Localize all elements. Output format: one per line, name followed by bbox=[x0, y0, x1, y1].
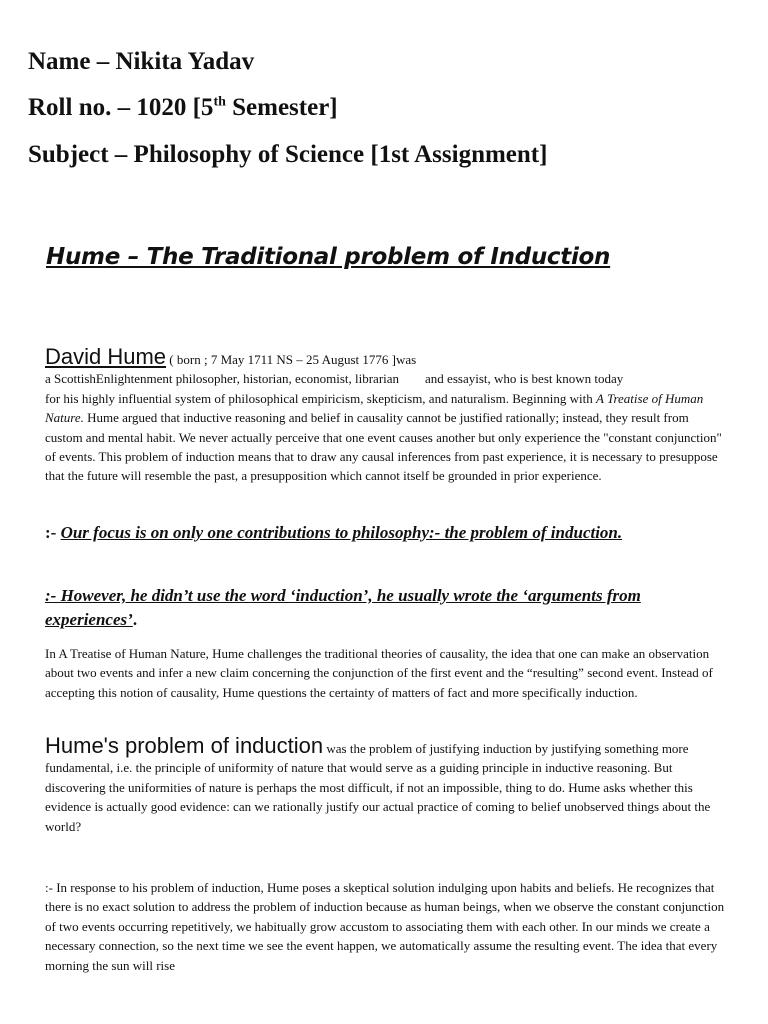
response-paragraph: :- In response to his problem of induction, Hume poses a skeptical solution indulging upon habits and beliefs. He recognizes that there is no exact solution to address the problem of induction because as human beings, when we observe the constant conjunction of two events occurring repetitively, we habitually grow accustom to associating them with each other. In our minds we create a necessary connection, so the next time we see the event happen, we automatically assume the resulting event. The idea that every morning the sun will rise bbox=[45, 880, 725, 973]
roll-number-text: Roll no. – 1020 [5 bbox=[28, 94, 214, 121]
focus-statement bbox=[45, 521, 725, 545]
roll-number-superscript: th bbox=[213, 94, 226, 110]
intro-dates: ( born ; 7 May 1711 NS – 25 August 1776 ]was bbox=[166, 352, 417, 367]
however-text: :- However, he didn’t use the word ‘induction’, he usually wrote the ‘arguments from experiences’ bbox=[45, 586, 641, 629]
intro-text-b: Hume argued that inductive reasoning and belief in causality cannot be justified rationally; instead, they result from custom and mental habit. We never actually perceive that one event causes another but only experience the "constant conjunction" of events. This problem of induction means that to draw any causal inferences from past experience, it is necessary to presuppose that the future will resemble the past, a presupposition which cannot itself be grounded in prior experience. bbox=[45, 410, 722, 484]
however-statement bbox=[45, 584, 725, 632]
david-hume-heading: David Hume bbox=[45, 344, 167, 369]
subject-line: Subject – Philosophy of Science [1st Assignment] bbox=[28, 141, 548, 168]
however-end: . bbox=[132, 610, 138, 629]
intro-italic-title: A Treatise of Human Nature. bbox=[45, 390, 704, 426]
roll-number-suffix: Semester] bbox=[225, 94, 338, 121]
student-name: Name – Nikita Yadav bbox=[28, 48, 255, 75]
focus-text: Our focus is on only one contributions to philosophy:- the problem of induction. bbox=[60, 523, 623, 542]
problem-text: was the problem of justifying induction by justifying something more fundamental, i.e. the principle of uniformity of nature that would serve as a guiding principle in inductive reasoning. But discovering the uniformities of nature is perhaps the most difficult, if not an impossible, thing to do. Hume asks whether this evidence is actually good evidence: can we rationally justify our actual practice of coming to belief unobserved things about the world? bbox=[45, 741, 711, 834]
focus-prefix: :- bbox=[45, 523, 61, 542]
problem-heading: Hume's problem of induction bbox=[45, 733, 324, 758]
intro-line2b: and essayist, who is best known today bbox=[425, 371, 624, 387]
problem-paragraph bbox=[45, 735, 725, 836]
intro-paragraph bbox=[45, 346, 725, 486]
document-title: Hume – The Traditional problem of Induction bbox=[46, 244, 611, 270]
intro-line2a: a ScottishEnlightenment philosopher, historian, economist, librarian bbox=[45, 371, 400, 387]
treatise-paragraph: In A Treatise of Human Nature, Hume challenges the traditional theories of causality, the idea that one can make an observation about two events and infer a new claim concerning the conjunction of the first event and the “resulting” second event. Instead of accepting this notion of causality, Hume questions the certainty of matters of fact and more specifically induction. bbox=[45, 646, 713, 700]
roll-number bbox=[28, 94, 338, 122]
intro-text-a: for his highly influential system of philosophical empiricism, skepticism, and naturalism. Beginning with bbox=[45, 390, 596, 406]
